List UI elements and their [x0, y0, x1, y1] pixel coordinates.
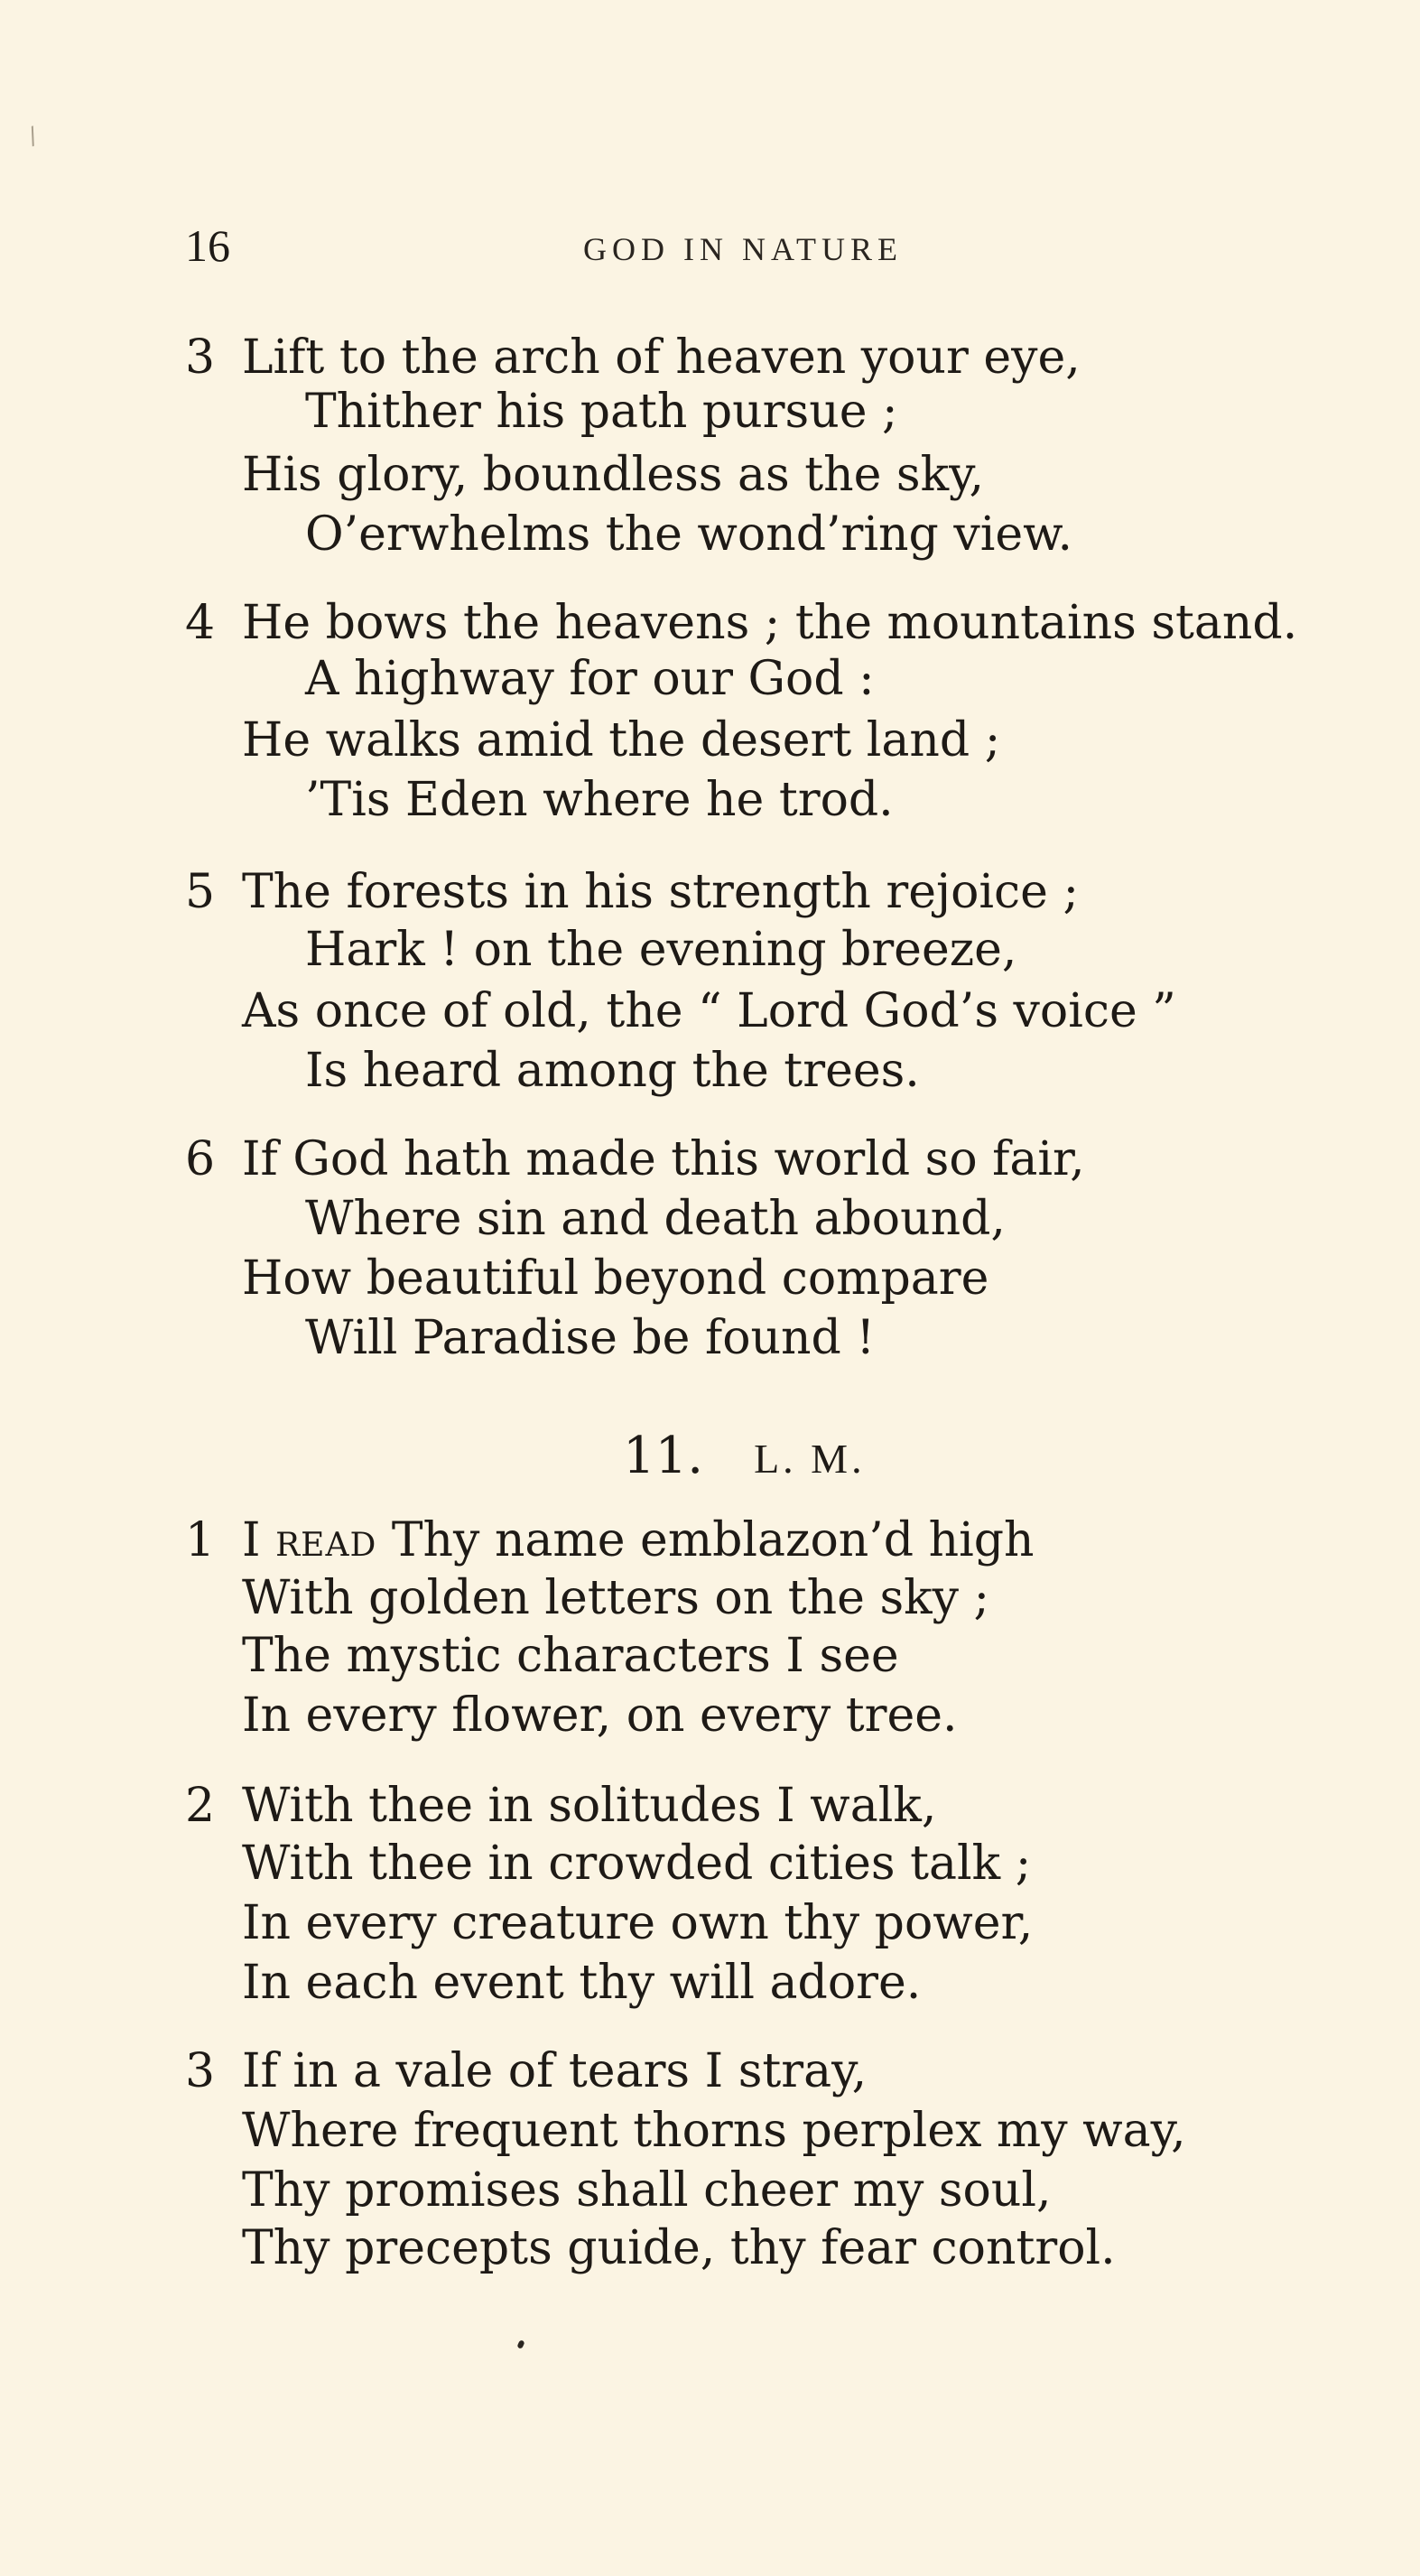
stanza-number: 1 — [185, 1513, 216, 1567]
verse-line-first — [242, 1513, 1034, 1567]
verse-line: Will Paradise be found ! — [305, 1311, 876, 1365]
stanza-number: 4 — [185, 596, 216, 650]
ink-speck — [516, 2339, 524, 2349]
verse-line: How beautiful beyond compare — [242, 1251, 989, 1306]
verse-line: If God hath made this world so fair, — [242, 1132, 1085, 1186]
page-number: 16 — [185, 220, 230, 271]
first-line-rest: Thy name emblazon’d high — [376, 1513, 1035, 1567]
verse-line: The forests in his strength rejoice ; — [242, 865, 1079, 919]
hymn-number: 11. — [623, 1427, 704, 1485]
stanza-number: 6 — [185, 1132, 216, 1186]
verse-line: He bows the heavens ; the mountains stand. — [242, 596, 1298, 650]
verse-line: With golden letters on the sky ; — [242, 1571, 990, 1625]
verse-line: His glory, boundless as the sky, — [242, 448, 985, 502]
verse-line: Lift to the arch of heaven your eye, — [242, 330, 1081, 385]
verse-line: With thee in crowded cities talk ; — [242, 1837, 1032, 1891]
stanza-number: 3 — [185, 2044, 216, 2098]
verse-line: Thy promises shall cheer my soul, — [242, 2163, 1052, 2218]
verse-line: In every creature own thy power, — [242, 1896, 1034, 1950]
hymn-meter: L. M. — [754, 1436, 866, 1482]
verse-line: Thither his path pursue ; — [305, 385, 898, 439]
small-caps-word: read — [275, 1513, 377, 1567]
verse-line: In every flower, on every tree. — [242, 1688, 958, 1743]
verse-line: With thee in solitudes I walk, — [242, 1779, 937, 1833]
verse-line: As once of old, the “ Lord God’s voice ” — [242, 984, 1176, 1038]
verse-line: If in a vale of tears I stray, — [242, 2044, 868, 2098]
verse-line: Where sin and death abound, — [305, 1192, 1006, 1246]
verse-line: Hark ! on the evening breeze, — [305, 923, 1017, 977]
verse-line: ’Tis Eden where he trod. — [305, 773, 894, 827]
running-head: GOD IN NATURE — [583, 231, 903, 267]
verse-line: Where frequent thorns perplex my way, — [242, 2104, 1186, 2158]
first-word: I — [242, 1513, 261, 1567]
verse-line: The mystic characters I see — [242, 1629, 899, 1683]
verse-line: A highway for our God : — [305, 652, 875, 706]
verse-line: Thy precepts guide, thy fear control. — [242, 2221, 1116, 2275]
verse-line: He walks amid the desert land ; — [242, 713, 1001, 767]
stanza-number: 3 — [185, 330, 216, 385]
hymn-heading — [623, 1427, 866, 1489]
stanza-number: 5 — [185, 865, 216, 919]
stanza-number: 2 — [185, 1779, 216, 1833]
verse-line: O’erwhelms the wond’ring view. — [305, 507, 1072, 562]
verse-line: Is heard among the trees. — [305, 1044, 920, 1098]
verse-line: In each event thy will adore. — [242, 1956, 922, 2010]
pencil-mark: / — [24, 122, 42, 151]
